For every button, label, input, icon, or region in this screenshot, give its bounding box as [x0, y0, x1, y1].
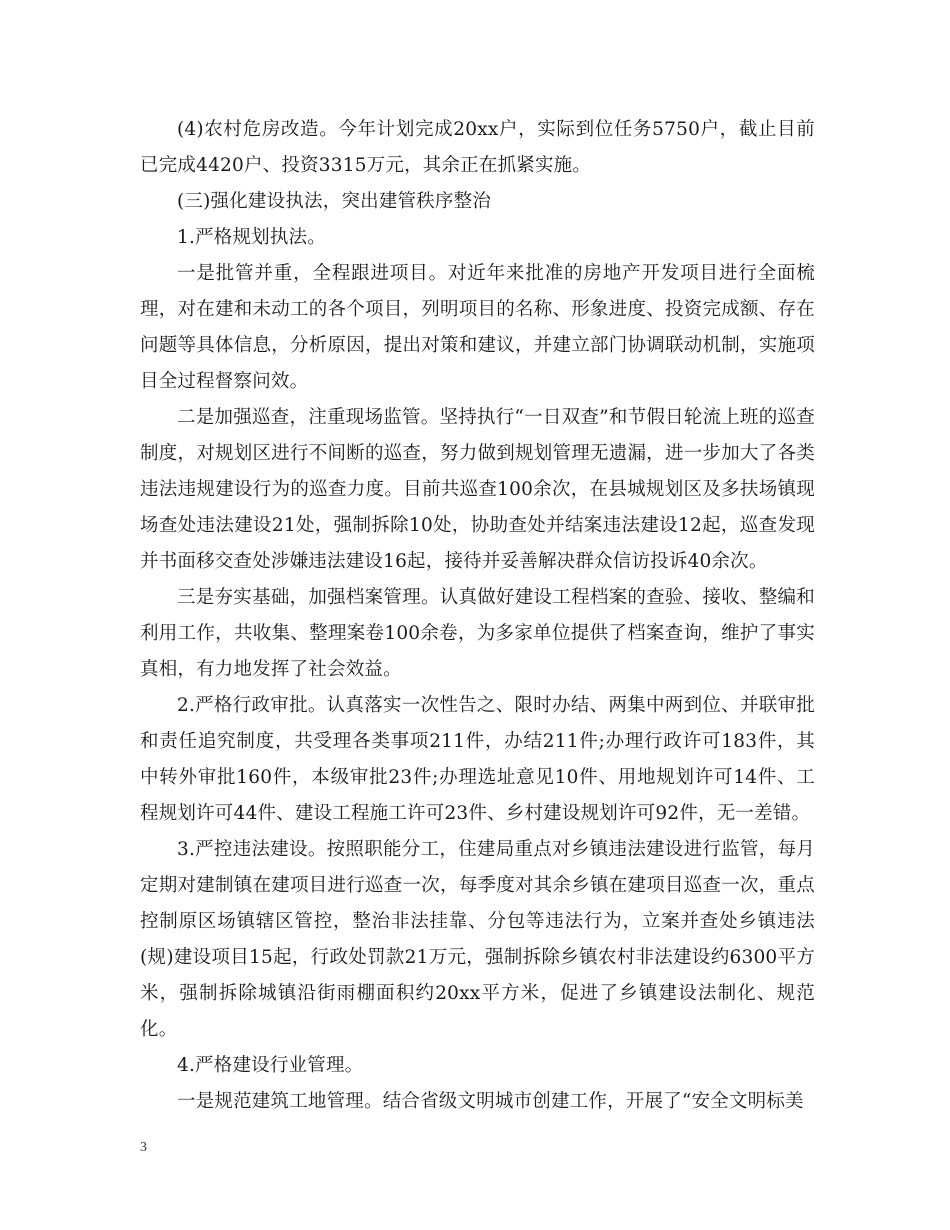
paragraph-administrative-approval: 2.严格行政审批。认真落实一次性告之、限时办结、两集中两到位、并联审批和责任追究制度，共受理各类事项211件，办结211件;办理行政许可183件，其中转外审批160件，本级审批23件;办理选址意见10件、用地规划许可14件、工程规划许可44件、建设工程施工许可23件、乡村建设规划许可92件，无一差错。 [140, 695, 815, 824]
section-heading-enforcement: (三)强化建设执法，突出建管秩序整治 [177, 191, 492, 212]
paragraph-rural-housing: (4)农村危房改造。今年计划完成20xx户，实际到位任务5750户，截止目前已完成4420户、投资3315万元，其余正在抓紧实施。 [140, 119, 815, 176]
paragraph-archive-management: 三是夯实基础，加强档案管理。认真做好建设工程档案的查验、接收、整编和利用工作，共收集、整理案卷100余卷，为多家单位提供了档案查询，维护了事实真相，有力地发挥了社会效益。 [140, 587, 815, 680]
paragraph-site-inspection: 二是加强巡查，注重现场监管。坚持执行“一日双查”和节假日轮流上班的巡查制度，对规划区进行不间断的巡查，努力做到规划管理无遗漏，进一步加大了各类违法违规建设行为的巡查力度。目前共巡查100余次，在县城规划区及多扶场镇现场查处违法建设21处，强制拆除10处，协助查处并结案违法建设12起，巡查发现并书面移交查处涉嫌违法建设16起，接待并妥善解决群众信访投诉40余次。 [140, 407, 815, 572]
paragraph-project-tracking: 一是批管并重，全程跟进项目。对近年来批准的房地产开发项目进行全面梳理，对在建和未动工的各个项目，列明项目的名称、形象进度、投资完成额、存在问题等具体信息，分析原因，提出对策和建议，并建立部门协调联动机制，实施项目全过程督察问效。 [140, 263, 815, 392]
subheading-industry-management: 4.严格建设行业管理。 [177, 1055, 364, 1076]
paragraph-illegal-construction: 3.严控违法建设。按照职能分工，住建局重点对乡镇违法建设进行监管，每月定期对建制镇在建项目进行巡查一次，每季度对其余乡镇在建项目巡查一次，重点控制原区场镇辖区管控，整治非法挂靠、分包等违法行为，立案并查处乡镇违法(规)建设项目15起，行政处罚款21万元，强制拆除乡镇农村非法建设约6300平方米，强制拆除城镇沿街雨棚面积约20xx平方米，促进了乡镇建设法制化、规范化。 [140, 839, 815, 1040]
document-body [140, 112, 815, 1120]
subheading-planning-enforcement: 1.严格规划执法。 [177, 227, 326, 248]
paragraph-site-management: 一是规范建筑工地管理。结合省级文明城市创建工作，开展了“安全文明标美 [177, 1091, 804, 1112]
page-number: 3 [140, 1140, 147, 1155]
